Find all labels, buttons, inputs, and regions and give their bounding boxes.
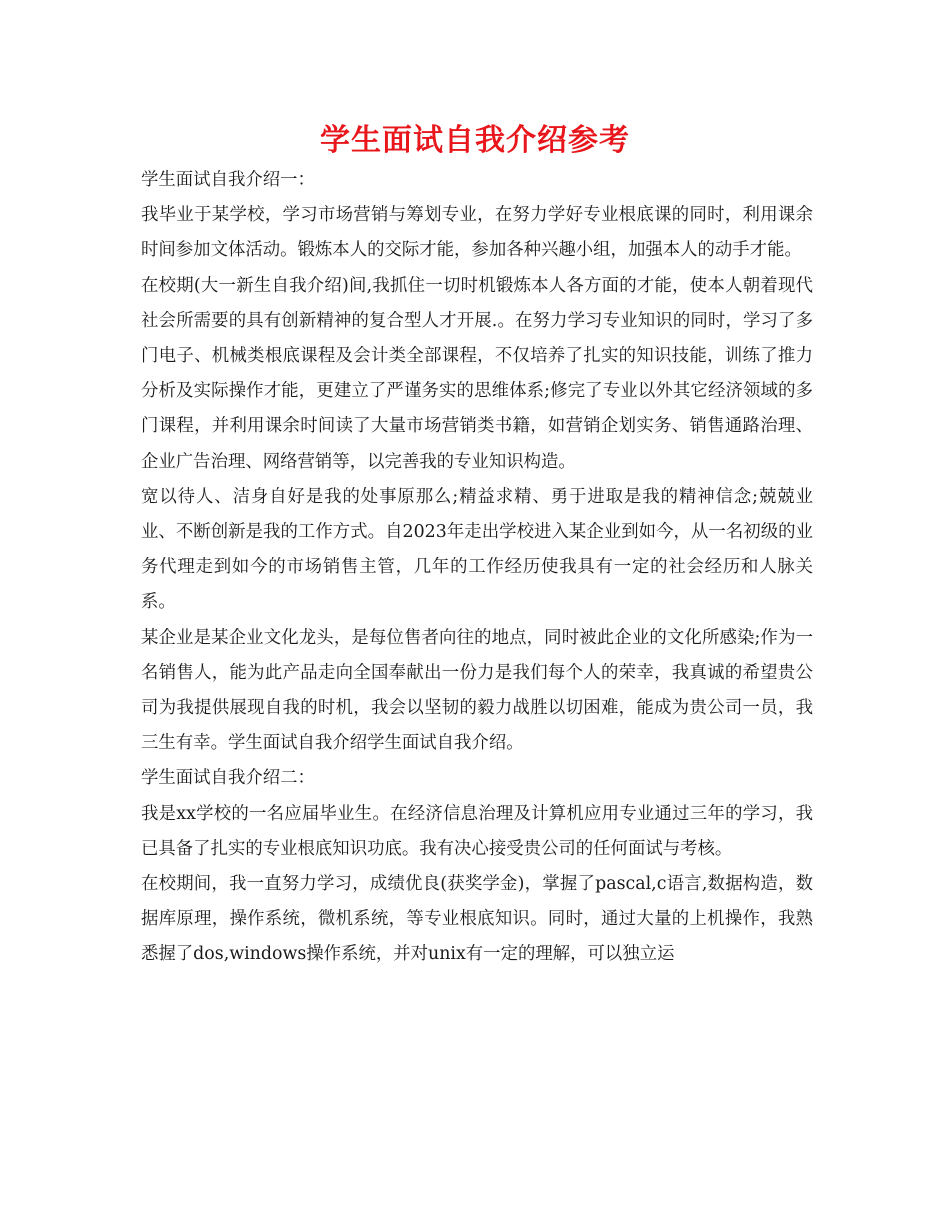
section-heading-one: 学生面试自我介绍一： <box>141 170 315 190</box>
paragraph: 宽以待人、洁身自好是我的处事原那么;精益求精、勇于进取是我的精神信念;兢兢业业、不断创新是我的工作方式。自2023年走出学校进入某企业到如今，从一名初级的业务代理走到如今的市场销售主管，几年的工作经历使我具有一定的社会经历和人脉关系。 <box>141 486 813 613</box>
section-heading-two: 学生面试自我介绍二： <box>141 768 315 789</box>
document-body <box>141 163 813 973</box>
paragraph: 在校期间，我一直努力学习，成绩优良(获奖学金)，掌握了pascal,c语言,数据构造，数据库原理，操作系统，微机系统，等专业根底知识。同时，通过大量的上机操作，我熟悉握了dos,windows操作系统，并对unix有一定的理解，可以独立运 <box>141 874 813 965</box>
document-title: 学生面试自我介绍参考 <box>320 123 630 158</box>
paragraph: 某企业是某企业文化龙头，是每位售者向往的地点，同时被此企业的文化所感染;作为一名销售人，能为此产品走向全国奉献出一份力是我们每个人的荣幸，我真诚的希望贵公司为我提供展现自我的时机，我会以坚韧的毅力战胜以切困难，能成为贵公司一员，我三生有幸。学生面试自我介绍学生面试自我介绍。 <box>141 627 813 754</box>
paragraph: 我是xx学校的一名应届毕业生。在经济信息治理及计算机应用专业通过三年的学习，我已具备了扎实的专业根底知识功底。我有决心接受贵公司的任何面试与考核。 <box>141 803 813 859</box>
paragraph: 在校期(大一新生自我介绍)间,我抓住一切时机锻炼本人各方面的才能，使本人朝着现代社会所需要的具有创新精神的复合型人才开展.。在努力学习专业知识的同时，学习了多门电子、机械类根底课程及会计类全部课程，不仅培养了扎实的知识技能，训练了推力分析及实际操作才能，更建立了严谨务实的思维体系;修完了专业以外其它经济领域的多门课程，并利用课余时间读了大量市场营销类书籍，如营销企划实务、销售通路治理、企业广告治理、网络营销等，以完善我的专业知识构造。 <box>141 275 813 472</box>
paragraph: 我毕业于某学校，学习市场营销与筹划专业，在努力学好专业根底课的同时，利用课余时间参加文体活动。锻炼本人的交际才能，参加各种兴趣小组，加强本人的动手才能。 <box>141 205 813 261</box>
